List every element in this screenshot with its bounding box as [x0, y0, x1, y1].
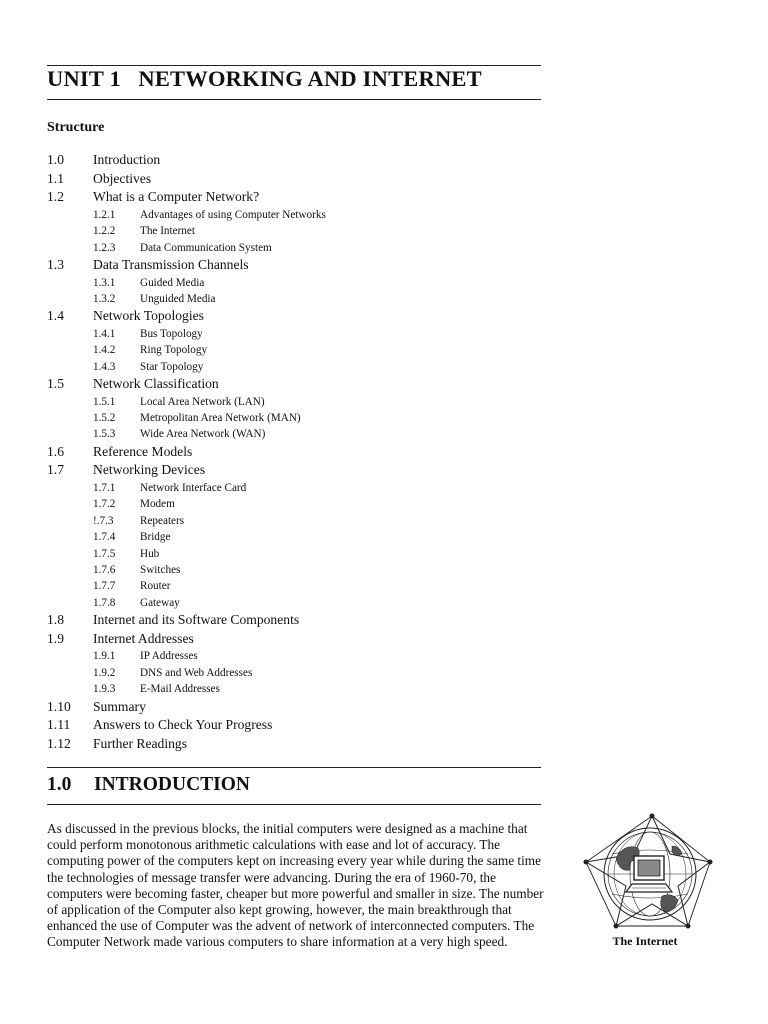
toc-number: 1.9.3: [93, 683, 116, 696]
toc-number: 1.2.2: [93, 225, 116, 238]
toc-text: Hub: [140, 547, 160, 560]
toc-number: 1.4.2: [93, 344, 116, 357]
toc-number: !.7.3: [93, 514, 114, 527]
toc-number: 1.6: [47, 443, 64, 459]
intro-paragraph: As discussed in the previous blocks, the initial computers were designed as a machine that could perform monotonous arithmetic calculations with ease and lot of accuracy. The computing power of the computers kept on increasing every year while during the same time the technologies of message transfer were advancing. During the era of 1960-70, the computers were becoming faster, cheaper but more powerful and smaller in size. The number of application of the Computer also kept growing, however, the main breakthrough that enhanced the use of Computer was the advent of network of interconnected computers. The Computer Network made various computers to share information at a very high speed.: [47, 821, 544, 950]
toc-text: Reference Models: [93, 443, 193, 459]
toc-subentry: [47, 223, 541, 239]
toc-text: Network Interface Card: [140, 482, 247, 495]
toc-number: 1.3.1: [93, 276, 116, 289]
toc-subentry: [47, 648, 541, 664]
toc-text: Introduction: [93, 152, 161, 167]
toc-entry: [47, 461, 541, 480]
toc-subentry: [47, 529, 541, 545]
toc-entry: [47, 256, 541, 275]
toc-text: Bus Topology: [140, 327, 203, 340]
toc-entry: [47, 170, 541, 189]
toc-subentry: [47, 562, 541, 578]
table-of-contents: [47, 151, 541, 753]
structure-heading: Structure: [47, 120, 105, 135]
toc-subentry: [47, 207, 541, 223]
section-number: 1.0: [47, 774, 72, 795]
toc-number: 1.4.3: [93, 360, 116, 373]
toc-subentry: [47, 342, 541, 358]
toc-entry: [47, 375, 541, 394]
toc-text: Further Readings: [93, 735, 188, 751]
toc-entry: [47, 443, 541, 462]
toc-number: 1.1: [47, 170, 64, 186]
toc-number: 1.7.1: [93, 482, 116, 495]
toc-text: Gateway: [140, 596, 180, 609]
toc-number: 1.3.2: [93, 292, 116, 305]
toc-subentry: [47, 410, 541, 426]
toc-number: 1.2.1: [93, 208, 116, 221]
toc-text: Metropolitan Area Network (MAN): [140, 412, 301, 425]
toc-subentry: [47, 578, 541, 594]
toc-subentry: [47, 595, 541, 611]
toc-entry: [47, 307, 541, 326]
toc-text: Network Classification: [93, 376, 219, 392]
toc-text: Wide Area Network (WAN): [140, 428, 266, 441]
toc-text: Networking Devices: [93, 462, 206, 478]
toc-text: Switches: [140, 564, 181, 576]
toc-entry: [47, 716, 541, 735]
toc-number: 1.9.1: [93, 650, 116, 663]
toc-number: 1.2.3: [93, 241, 116, 254]
section-heading: [47, 774, 250, 796]
toc-text: Bridge: [140, 531, 171, 544]
toc-subentry: [47, 546, 541, 562]
intro-bottom-rule: [47, 804, 541, 805]
unit-title: UNIT 1 NETWORKING AND INTERNET: [47, 66, 482, 91]
toc-number: 1.4: [47, 308, 64, 324]
toc-number: 1.9.2: [93, 666, 116, 679]
toc-number: 1.7.5: [93, 547, 116, 560]
toc-number: 1.4.1: [93, 327, 116, 340]
toc-text: Data Communication System: [140, 241, 272, 254]
toc-subentry: [47, 426, 541, 442]
intro-top-rule: [47, 767, 541, 768]
toc-text: Star Topology: [140, 360, 204, 373]
toc-number: 1.3: [47, 256, 64, 272]
toc-text: IP Addresses: [140, 650, 198, 663]
toc-number: 1.9: [47, 630, 64, 646]
toc-number: 1.10: [47, 698, 71, 714]
toc-text: The Internet: [140, 225, 195, 238]
toc-number: 1.5.1: [93, 395, 116, 408]
toc-number: 1.5: [47, 376, 64, 392]
toc-number: 1.2: [47, 189, 64, 205]
toc-subentry: [47, 665, 541, 681]
toc-number: 1.5.3: [93, 428, 116, 441]
toc-entry: [47, 698, 541, 717]
toc-number: 1.8: [47, 612, 64, 628]
toc-subentry: [47, 681, 541, 697]
internet-globe-icon: [582, 812, 714, 932]
toc-subentry: [47, 496, 541, 512]
toc-text: Summary: [93, 698, 146, 714]
toc-text: Objectives: [93, 170, 152, 186]
section-title: INTRODUCTION: [94, 774, 251, 795]
toc-text: E-Mail Addresses: [140, 683, 220, 696]
toc-number: 1.7: [47, 462, 64, 478]
toc-subentry: [47, 359, 541, 375]
toc-number: 1.5.2: [93, 412, 116, 425]
toc-text: Internet and its Software Components: [93, 612, 300, 628]
toc-text: What is a Computer Network?: [93, 189, 260, 205]
toc-text: Local Area Network (LAN): [140, 395, 265, 408]
toc-subentry: [47, 275, 541, 291]
toc-text: Internet Addresses: [93, 630, 194, 646]
toc-text: DNS and Web Addresses: [140, 666, 253, 679]
toc-subentry: [47, 394, 541, 410]
toc-number: 1.0: [47, 152, 64, 167]
toc-number: 1.7.2: [93, 498, 116, 511]
toc-text: Network Topologies: [93, 308, 204, 324]
toc-subentry: [47, 513, 541, 529]
toc-number: 1.7.8: [93, 596, 116, 609]
toc-text: Ring Topology: [140, 344, 208, 357]
toc-number: 1.12: [47, 735, 71, 751]
toc-text: Repeaters: [140, 514, 185, 527]
toc-text: Modem: [140, 498, 175, 511]
toc-entry: [47, 735, 541, 754]
figure-caption: The Internet: [612, 934, 678, 948]
toc-text: Data Transmission Channels: [93, 256, 249, 272]
toc-number: 1.7.7: [93, 580, 116, 593]
toc-subentry: [47, 480, 541, 496]
toc-text: Guided Media: [140, 276, 205, 289]
toc-subentry: [47, 326, 541, 342]
toc-subentry: [47, 240, 541, 256]
toc-number: 1.7.4: [93, 531, 116, 544]
toc-text: Answers to Check Your Progress: [93, 717, 273, 733]
toc-subentry: [47, 291, 541, 307]
title-underline: [47, 99, 541, 100]
toc-text: Unguided Media: [140, 292, 216, 305]
toc-text: Router: [140, 580, 171, 593]
internet-figure: [582, 812, 714, 949]
toc-number: 1.11: [47, 717, 71, 733]
toc-number: 1.7.6: [93, 564, 116, 576]
toc-entry: [47, 188, 541, 207]
toc-entry: [47, 611, 541, 630]
toc-entry: [47, 151, 541, 170]
toc-entry: [47, 630, 541, 649]
toc-text: Advantages of using Computer Networks: [140, 208, 326, 221]
